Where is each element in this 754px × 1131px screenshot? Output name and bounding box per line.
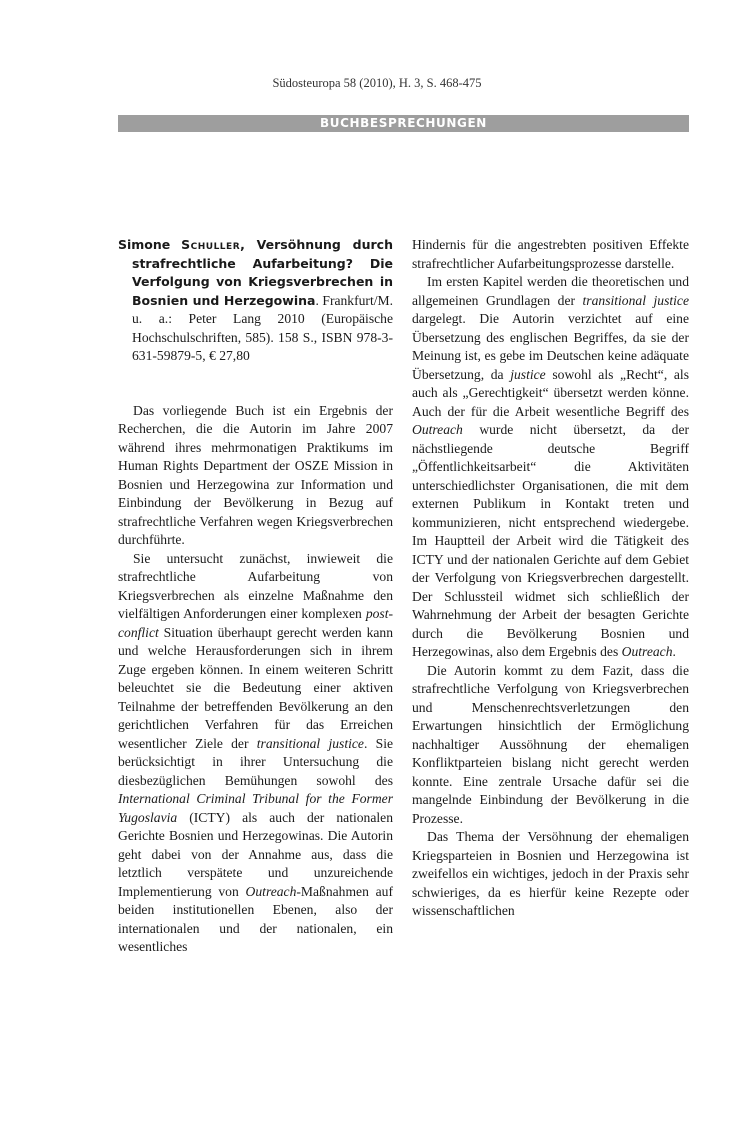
body-paragraph: Die Autorin kommt zu dem Fazit, dass die strafrechtliche Verfolgung von Kriegsverbrechen und Menschenrechtsverletzungen den Erwartungen hinsichtlich der Ermöglichung nachhaltiger Aussöhnung der ehemaligen Konfliktparteien bislang nicht gerecht werden konnte. Eine zentrale Ursache dafür sei die mangelnde Einbindung der Bevölkerung in die Prozesse. — [412, 662, 689, 826]
body-paragraph: Im ersten Kapitel werden die theoretischen und allgemeinen Grundlagen der transitional justice dargelegt. Die Autorin verzichtet auf eine Übersetzung des englischen Begriffes, da sie der Meinung ist, es gebe im Deutschen keine adäquate Übersetzung, da justice sowohl als „Recht“, als auch als „Gerechtigkeit“ übersetzt werden könne. Auch der für die Arbeit wesentliche Begriff des Outreach wurde nicht übersetzt, da der nächstliegende deutsche Begriff „Öffentlichkeitsarbeit“ die Aktivitäten unterschiedlichster Organisationen, die mit dem externen Publikum in Kontakt treten und kommunizieren, nicht entsprechend wiedergebe. Im Hauptteil der Arbeit wird die Tätigkeit des ICTY und der nationalen Gerichte auf dem Gebiet der Verfolgung von Kriegsverbrechen dargestellt. Der Schlussteil widmet sich schließlich der Wahrnehmung der Arbeit der besagten Gerichte durch die Bevölkerung Bosnien und Herzegowinas, also dem Ergebnis des Outreach. — [412, 274, 689, 659]
right-column — [412, 236, 689, 921]
book-citation — [118, 236, 393, 366]
citation-separator: , — [240, 237, 257, 252]
body-paragraph: Das vorliegende Buch ist ein Ergebnis der Recherchen, die die Autorin im Jahre 2007 während ihres mehrmonatigen Praktikums im Human Rights Department der OSZE Mission in Bosnien und Herzegowina zur Information und Einbindung der Bevölkerung in Bezug auf strafrechtliche Verfahren wegen Kriegsverbrechen durchführte. — [118, 402, 393, 547]
left-column — [118, 236, 393, 957]
section-label: BUCHBESPRECHUNGEN — [320, 116, 487, 130]
body-paragraph: Hindernis für die angestrebten positiven Effekte strafrechtlicher Aufarbeitungsprozesse darstelle. — [412, 237, 689, 271]
journal-reference: Südosteuropa 58 (2010), H. 3, S. 468-475 — [272, 76, 482, 90]
review-author-last: Schuller — [181, 237, 241, 252]
section-header-bar — [118, 115, 689, 132]
body-paragraph: Sie untersucht zunächst, inwieweit die strafrechtliche Aufarbeitung von Kriegsverbrechen als einzelne Maßnahme den vielfältigen Anforderungen einer komplexen post-conflict Situation überhaupt gerecht werden kann und welche Herausforderungen sich in ihrem Zuge ergeben können. In einem weiteren Schritt beleuchtet sie die Bedeutung einer aktiven Teilnahme der betreffenden Bevölkerung an den gerichtlichen Verfahren für das Erreichen wesentlicher Ziele der transitional justice. Sie berücksichtigt in ihrer Untersuchung die diesbezüglichen Bemühungen sowohl des International Criminal Tribunal for the Former Yugoslavia (ICTY) als auch der nationalen Gerichte Bosnien und Herzegowinas. Die Autorin geht dabei von der Annahme aus, dass die letztlich verspätete und unzureichende Implementierung von Outreach-Maßnahmen auf beiden institutionellen Ebenen, also der internationalen und der nationalen, ein wesentliches — [118, 550, 393, 954]
book-title: Versöhnung durch strafrechtliche Aufarbeitung? Die Verfolgung von Kriegsverbrechen in Bosnien und Herzegowina — [132, 237, 393, 308]
publication-info: . Frankfurt/M. u. a.: Peter Lang 2010 (Europäische Hochschulschriften, 585). 158 S., ISBN 978-3-631-59879-5, € 27,80 — [132, 292, 393, 363]
body-paragraph: Das Thema der Versöhnung der ehemaligen Kriegsparteien in Bosnien und Herzegowina ist zweifellos ein wichtiges, jedoch in der Praxis sehr schwieriges, da es hierfür keine Rezepte oder wissenschaftlichen — [412, 829, 689, 918]
review-author-first: Simone — [118, 237, 171, 252]
